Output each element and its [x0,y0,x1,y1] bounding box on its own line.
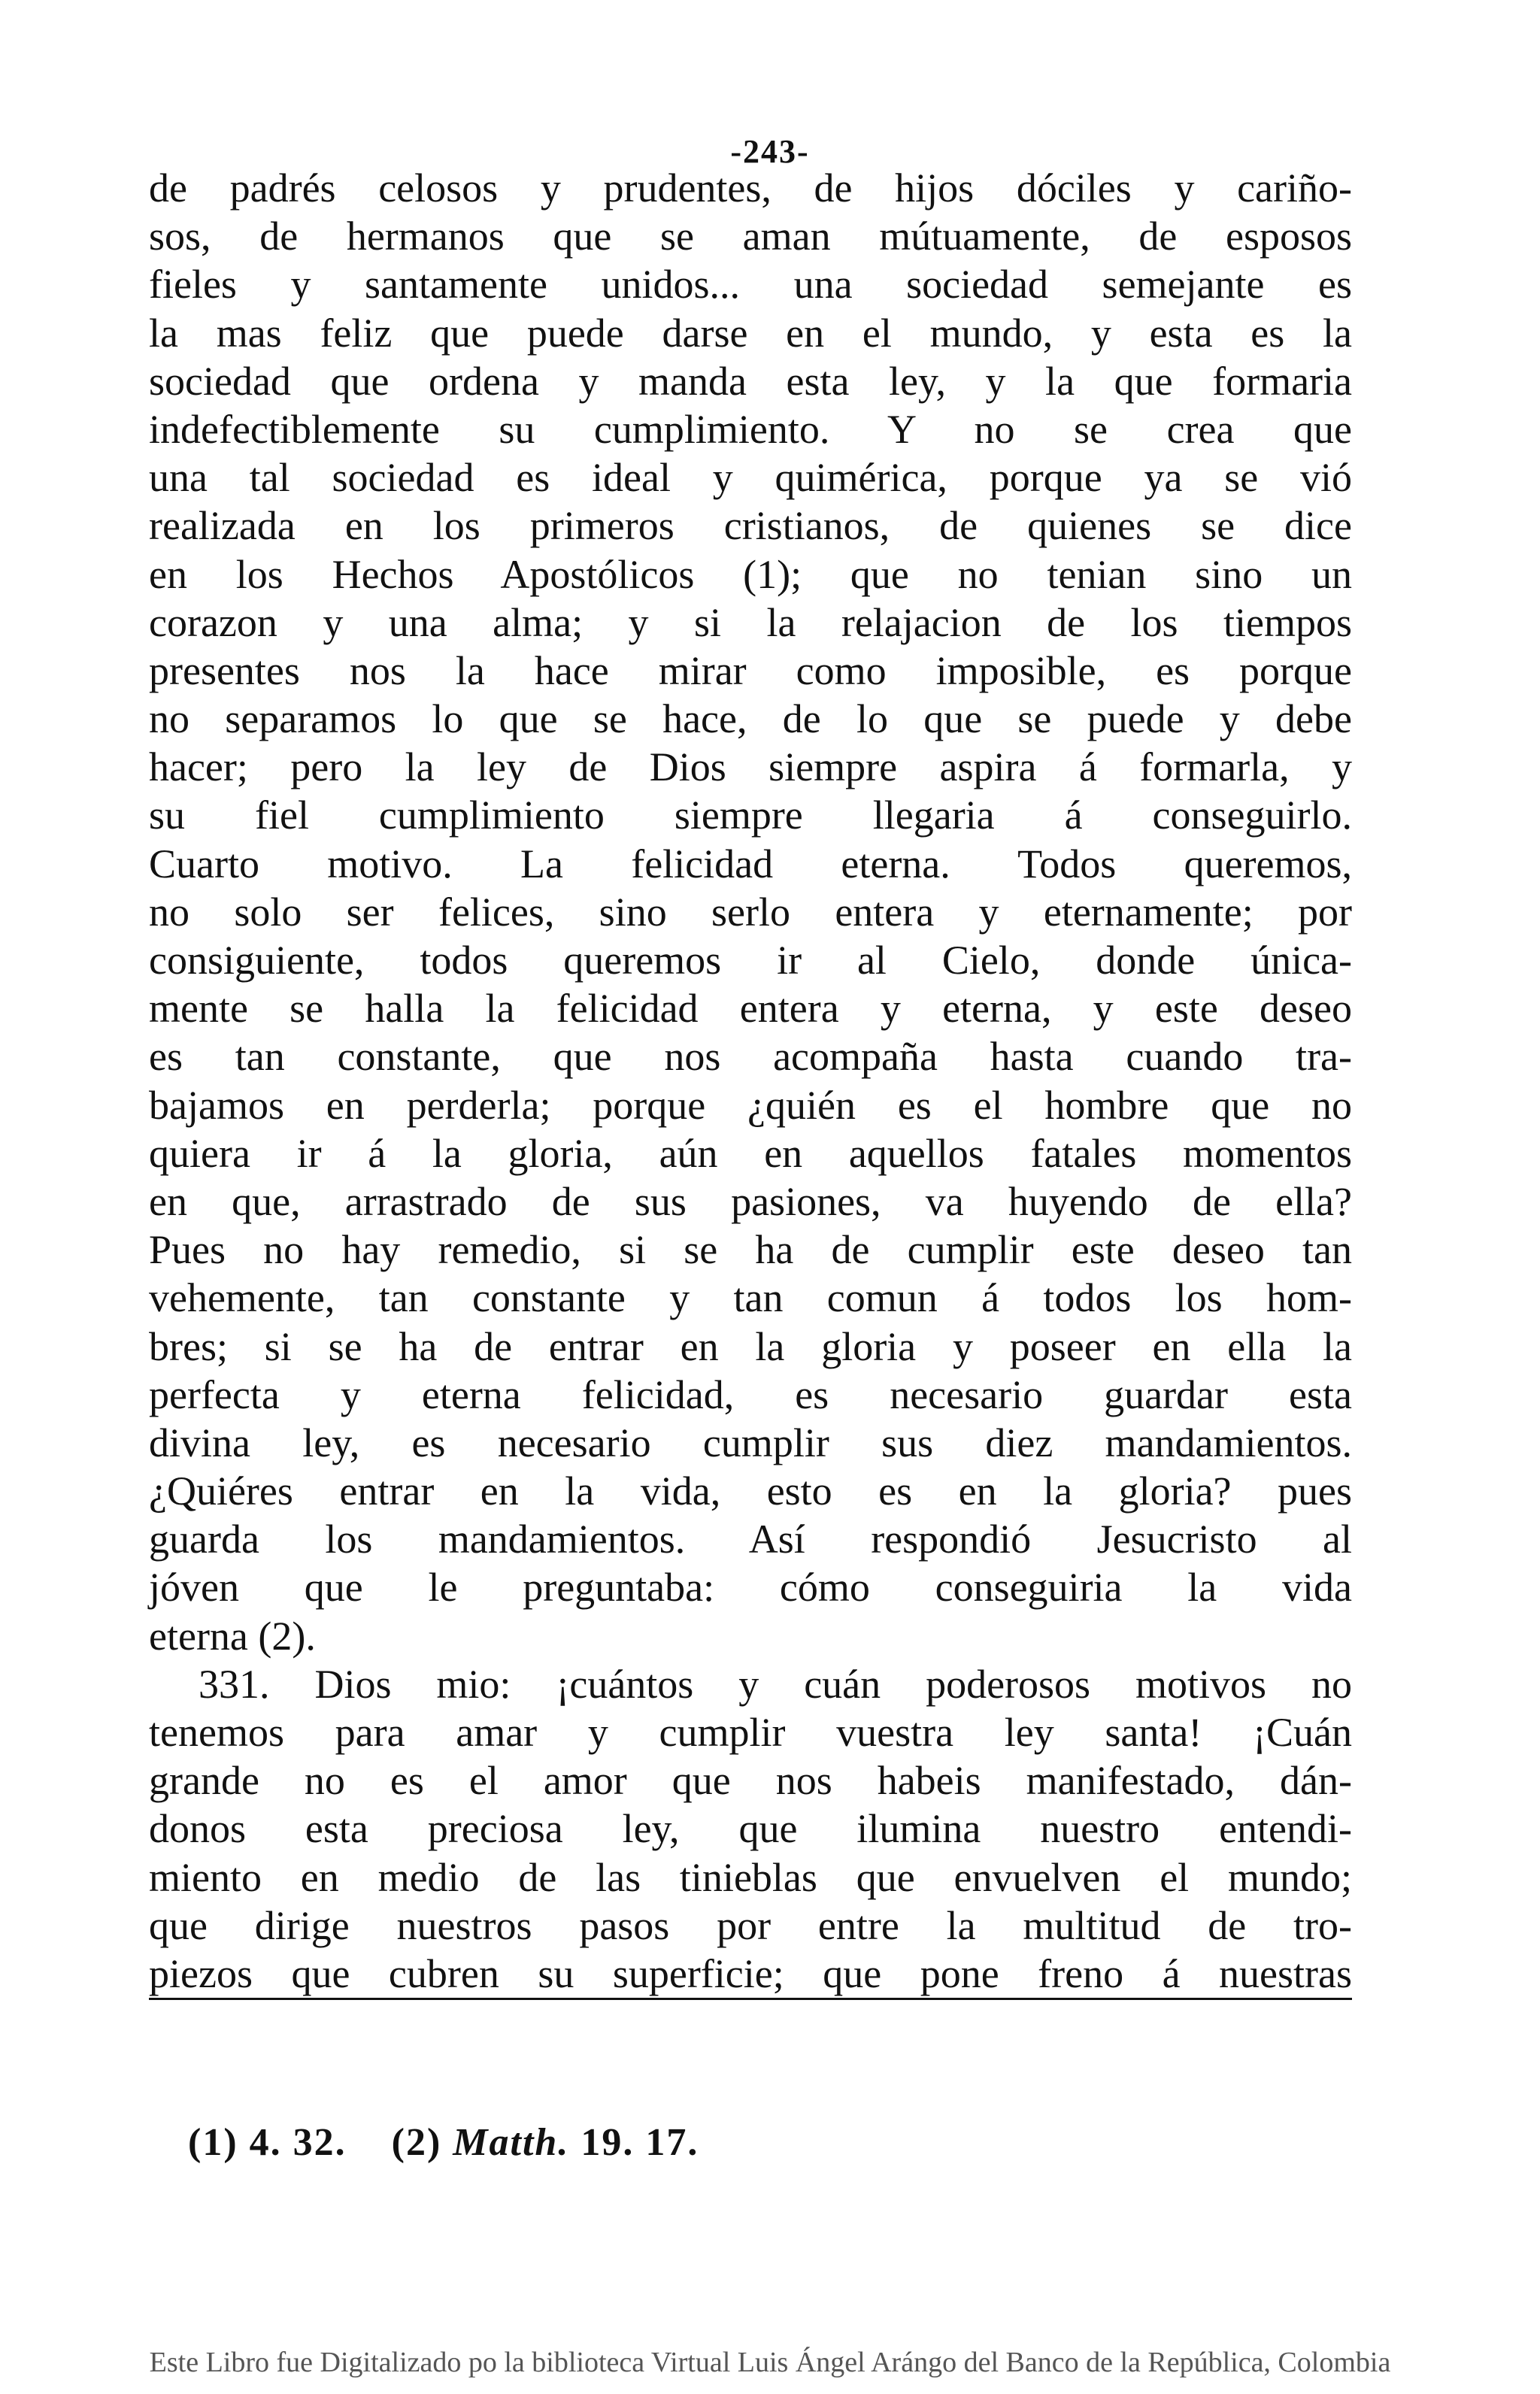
digitization-credit: Este Libro fue Digitalizado po la biblioteca Virtual Luis Ángel Arángo del Banco de la República, Colombia [149,2347,1391,2378]
text-line: realizada en los primeros cristianos, de quienes se dice [149,503,1352,549]
text-line: fieles y santamente unidos... una sociedad semejante es [149,262,1352,308]
text-line: miento en medio de las tinieblas que envuelven el mundo; [149,1854,1352,1900]
text-line: la mas feliz que puede darse en el mundo, y esta es la [149,310,1352,356]
text-line: consiguiente, todos queremos ir al Cielo, donde única- [149,938,1352,983]
text-line: sociedad que ordena y manda esta ley, y la que formaria [149,358,1352,404]
text-line: perfecta y eterna felicidad, es necesario guardar esta [149,1371,1352,1417]
text-line: eterna (2). [149,1613,316,1659]
text-line: su fiel cumplimiento siempre llegaria á conseguirlo. [149,792,1352,838]
footnote-1: (1) 4. 32. [188,2121,347,2164]
text-line: indefectiblemente su cumplimiento. Y no se crea que [149,406,1352,452]
text-line: de padrés celosos y prudentes, de hijos dóciles y cariño- [149,165,1352,211]
text-line: donos esta preciosa ley, que ilumina nuestro entendi- [149,1806,1352,1852]
footnotes [188,2120,699,2165]
page-number: -243- [730,133,810,170]
text-line: sos, de hermanos que se aman mútuamente, de esposos [149,214,1352,259]
text-line: 331. Dios mio: ¡cuántos y cuán poderosos motivos no [199,1661,1352,1707]
text-line: bajamos en perderla; porque ¿quién es el hombre que no [149,1082,1352,1128]
text-line: en los Hechos Apostólicos (1); que no tenian sino un [149,551,1352,597]
text-line: hacer; pero la ley de Dios siempre aspira á formarla, y [149,744,1352,790]
text-line: en que, arrastrado de sus pasiones, va huyendo de ella? [149,1178,1352,1224]
text-line: mente se halla la felicidad entera y eterna, y este deseo [149,986,1352,1032]
text-line: una tal sociedad es ideal y quimérica, porque ya se vió [149,455,1352,501]
body-text [149,164,1352,2000]
text-line: piezos que cubren su superficie; que pone freno á nuestras [149,1950,1352,2000]
text-line: bres; si se ha de entrar en la gloria y poseer en ella la [149,1323,1352,1369]
text-line: presentes nos la hace mirar como imposible, es porque [149,647,1352,693]
text-line: quiera ir á la gloria, aún en aquellos fatales momentos [149,1130,1352,1176]
text-line: guarda los mandamientos. Así respondió Jesucristo al [149,1517,1352,1562]
text-line: divina ley, es necesario cumplir sus diez mandamientos. [149,1420,1352,1465]
text-line: corazon y una alma; y si la relajacion de los tiempos [149,599,1352,645]
text-line: es tan constante, que nos acompaña hasta cuando tra- [149,1034,1352,1080]
footnote-2-location: 19. 17. [581,2121,699,2164]
text-line: que dirige nuestros pasos por entre la multitud de tro- [149,1902,1352,1948]
text-line: ¿Quiéres entrar en la vida, esto es en la gloria? pues [149,1468,1352,1514]
text-line: no separamos lo que se hace, de lo que se puede y debe [149,696,1352,742]
footnote-2-reference: Matth. [453,2121,570,2164]
text-line: jóven que le preguntaba: cómo conseguiria la vida [149,1565,1352,1611]
footnote-2-number: (2) [391,2121,442,2164]
text-line: Pues no hay remedio, si se ha de cumplir este deseo tan [149,1227,1352,1273]
text-line: tenemos para amar y cumplir vuestra ley santa! ¡Cuán [149,1710,1352,1755]
text-line: vehemente, tan constante y tan comun á todos los hom- [149,1275,1352,1321]
text-line: Cuarto motivo. La felicidad eterna. Todos queremos, [149,841,1352,886]
text-line: grande no es el amor que nos habeis manifestado, dán- [149,1758,1352,1804]
text-line: no solo ser felices, sino serlo entera y eternamente; por [149,889,1352,935]
